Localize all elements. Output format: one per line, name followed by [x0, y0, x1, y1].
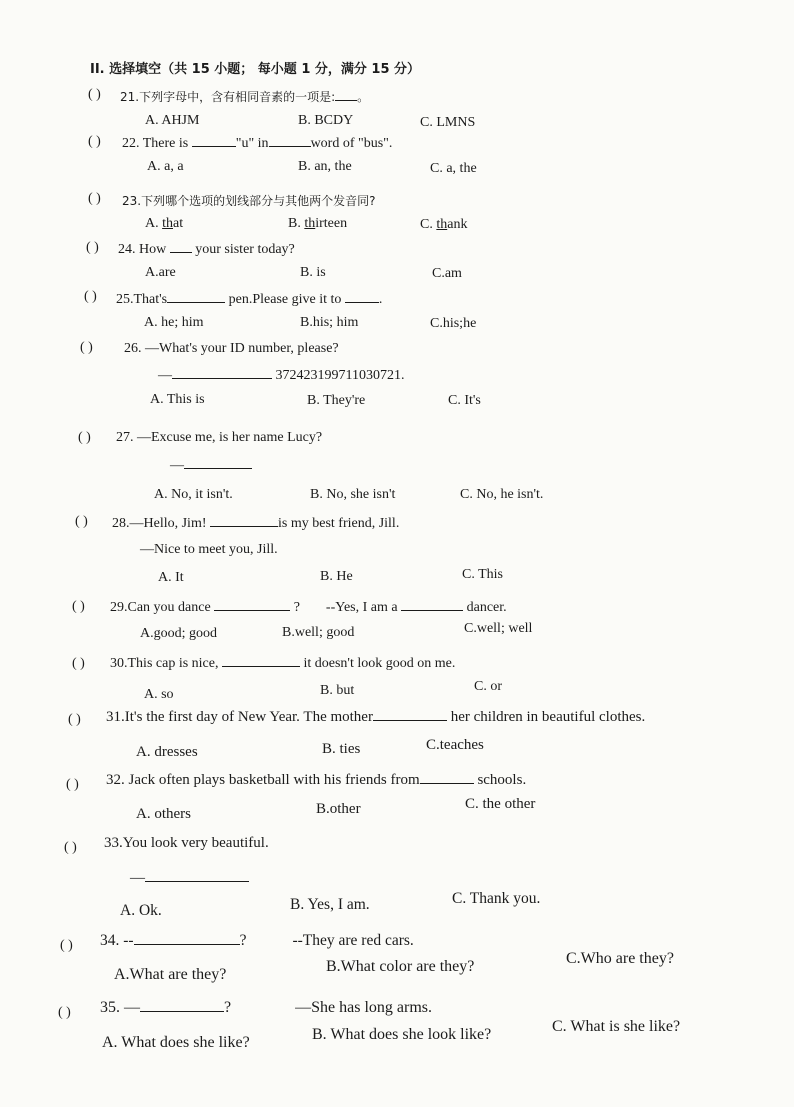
question-27-option-b: B. No, she isn't [310, 487, 396, 502]
question-28-option-a: A. It [158, 570, 184, 585]
question-35-option-c: C. What is she like? [552, 1018, 681, 1035]
question-21-option-a: A. AHJM [145, 113, 200, 128]
question-27-stem: 27. —Excuse me, is her name Lucy? [116, 430, 323, 445]
question-25-option-c: C.his;he [430, 316, 477, 331]
answer-paren: ( ) [66, 777, 79, 792]
question-21-option-b: B. BCDY [298, 113, 354, 128]
question-33-answer: — [130, 869, 249, 887]
question-29-stem: 29.Can you dance ? --Yes, I am a dancer. [110, 600, 507, 615]
question-27-answer: — [170, 456, 252, 474]
question-30-option-b: B. but [320, 683, 355, 698]
question-28-option-b: B. He [320, 569, 353, 584]
question-29-option-a: A.good; good [140, 626, 217, 641]
question-28-reply: —Nice to meet you, Jill. [140, 542, 278, 557]
answer-paren: ( ) [58, 1005, 71, 1020]
answer-paren: ( ) [78, 430, 91, 445]
question-22-option-b: B. an, the [298, 159, 352, 174]
question-23-option-a: A. that [145, 216, 184, 231]
question-24-option-c: C.am [432, 266, 462, 281]
question-35-option-b: B. What does she look like? [312, 1026, 492, 1043]
question-26-option-c: C. It's [448, 393, 481, 408]
question-33-option-c: C. Thank you. [452, 890, 541, 907]
answer-paren: ( ) [84, 289, 97, 304]
answer-paren: ( ) [88, 87, 101, 102]
question-26-stem: 26. —What's your ID number, please? [124, 341, 339, 356]
question-34-option-c: C.Who are they? [566, 950, 674, 967]
question-31-stem: 31.It's the first day of New Year. The mother her children in beautiful clothes. [106, 709, 646, 725]
question-22-option-c: C. a, the [430, 161, 477, 176]
question-22-option-a: A. a, a [147, 159, 184, 174]
answer-paren: ( ) [72, 599, 85, 614]
answer-paren: ( ) [72, 656, 85, 671]
answer-paren: ( ) [60, 938, 73, 953]
question-23-option-c: C. thank [420, 217, 468, 232]
answer-paren: ( ) [86, 240, 99, 255]
answer-paren: ( ) [88, 134, 101, 149]
question-26-option-a: A. This is [150, 392, 205, 407]
question-26-answer: — 372423199711030721. [158, 368, 405, 383]
question-25-stem: 25.That's pen.Please give it to . [116, 292, 383, 307]
question-34-option-b: B.What color are they? [326, 958, 475, 975]
question-21-stem: 21.下列字母中，含有相同音素的一项是: 。 [120, 90, 370, 104]
question-35-stem: 35. — ? —She has long arms. [100, 999, 432, 1016]
section-title: II. 选择填空（共 15 小题； 每小题 1 分，满分 15 分） [90, 62, 421, 77]
question-25-option-b: B.his; him [300, 315, 359, 330]
question-33-stem: 33.You look very beautiful. [104, 835, 269, 851]
question-34-stem: 34. -- ? --They are red cars. [100, 932, 414, 949]
question-28-option-c: C. This [462, 567, 503, 582]
question-30-stem: 30.This cap is nice, it doesn't look good on me. [110, 656, 456, 671]
question-31-option-c: C.teaches [426, 737, 484, 753]
question-27-option-c: C. No, he isn't. [460, 487, 544, 502]
question-31-option-a: A. dresses [136, 744, 198, 760]
question-28-stem: 28.—Hello, Jim! is my best friend, Jill. [112, 516, 400, 531]
question-33-option-a: A. Ok. [120, 902, 162, 919]
answer-paren: ( ) [75, 514, 88, 529]
question-27-option-a: A. No, it isn't. [154, 487, 233, 502]
question-25-option-a: A. he; him [144, 315, 204, 330]
question-23-stem: 23.下列哪个选项的划线部分与其他两个发音同? [122, 194, 376, 208]
answer-paren: ( ) [88, 191, 101, 206]
question-29-option-c: C.well; well [464, 621, 533, 636]
question-23-option-b: B. thirteen [288, 216, 348, 231]
question-33-option-b: B. Yes, I am. [290, 896, 370, 913]
question-24-option-a: A.are [145, 265, 176, 280]
answer-paren: ( ) [64, 840, 77, 855]
answer-paren: ( ) [68, 712, 81, 727]
question-29-option-b: B.well; good [282, 625, 355, 640]
question-21-option-c: C. LMNS [420, 115, 476, 130]
question-22-stem: 22. There is "u" in word of "bus". [122, 136, 393, 151]
question-32-option-b: B.other [316, 801, 361, 817]
question-26-option-b: B. They're [307, 393, 366, 408]
question-32-option-c: C. the other [465, 796, 536, 812]
question-30-option-c: C. or [474, 679, 502, 694]
question-32-option-a: A. others [136, 806, 191, 822]
question-24-stem: 24. How your sister today? [118, 242, 295, 257]
answer-paren: ( ) [80, 340, 93, 355]
question-31-option-b: B. ties [322, 741, 361, 757]
question-24-option-b: B. is [300, 265, 326, 280]
question-32-stem: 32. Jack often plays basketball with his friends from schools. [106, 772, 527, 788]
question-30-option-a: A. so [144, 687, 174, 702]
question-34-option-a: A.What are they? [114, 966, 227, 983]
question-35-option-a: A. What does she like? [102, 1034, 250, 1051]
